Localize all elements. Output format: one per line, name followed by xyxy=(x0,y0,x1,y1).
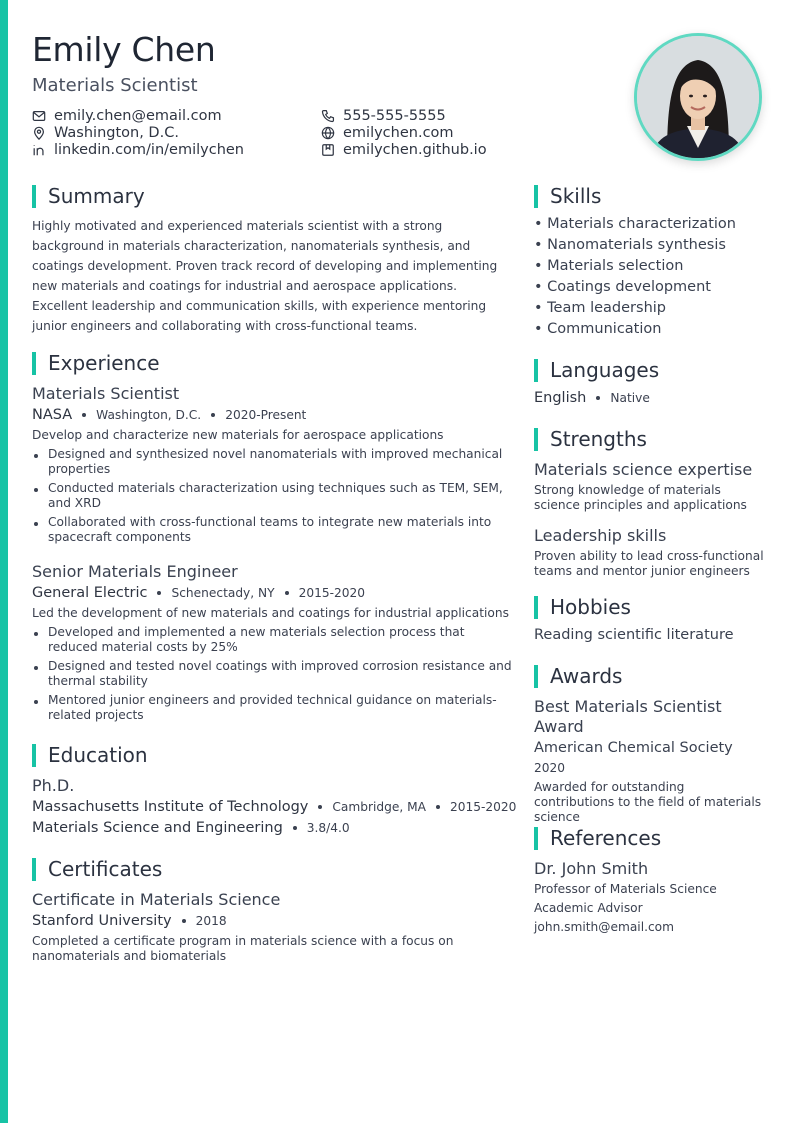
skill-item: • Materials characterization xyxy=(534,216,736,232)
reference-email[interactable]: john.smith@email.com xyxy=(534,920,674,934)
contact-linkedin[interactable] xyxy=(32,142,244,158)
award-issuer: American Chemical Society xyxy=(534,740,733,756)
left-accent-bar xyxy=(0,0,8,1123)
heading-accent xyxy=(534,596,538,619)
linkedin-text: linkedin.com/in/emilychen xyxy=(54,142,244,158)
job-title: Senior Materials Engineer xyxy=(32,562,238,581)
awards-heading xyxy=(534,664,622,688)
education-heading xyxy=(32,743,148,767)
globe-icon xyxy=(321,126,335,140)
education-meta xyxy=(32,799,516,815)
job-company: General Electric xyxy=(32,585,148,601)
email-text: emily.chen@email.com xyxy=(54,108,222,124)
job-company: NASA xyxy=(32,407,73,423)
school-location: Cambridge, MA xyxy=(332,800,426,814)
skill-item: • Communication xyxy=(534,321,662,337)
skill-item: • Nanomaterials synthesis xyxy=(534,237,726,253)
references-heading-text: References xyxy=(550,826,662,850)
experience-heading-text: Experience xyxy=(48,351,160,375)
job-bullet: Conducted materials characterization using techniques such as TEM, SEM, and XRD xyxy=(32,481,512,511)
award-year: 2020 xyxy=(534,761,566,775)
job-dates: 2015-2020 xyxy=(298,586,366,600)
job-bullet: Developed and implemented a new materials selection process that reduced material costs by 25% xyxy=(32,625,512,655)
phone-text: 555-555-5555 xyxy=(343,108,446,124)
certificate-year: 2018 xyxy=(195,914,227,928)
strength-title: Leadership skills xyxy=(534,526,667,545)
certificate-issuer: Stanford University xyxy=(32,913,172,929)
website-text: emilychen.com xyxy=(343,125,454,141)
skills-heading-text: Skills xyxy=(550,184,602,208)
heading-accent xyxy=(534,359,538,382)
contact-website[interactable] xyxy=(321,125,454,141)
heading-accent xyxy=(32,352,36,375)
job-bullet: Mentored junior engineers and provided technical guidance on materials-related projects xyxy=(32,693,512,723)
strengths-heading-text: Strengths xyxy=(550,427,647,451)
awards-heading-text: Awards xyxy=(550,664,623,688)
reference-position: Professor of Materials Science xyxy=(534,882,717,896)
strengths-heading xyxy=(534,427,647,451)
summary-heading xyxy=(32,184,145,208)
github-text: emilychen.github.io xyxy=(343,142,487,158)
candidate-title: Materials Scientist xyxy=(32,75,198,96)
job-location: Washington, D.C. xyxy=(96,408,202,422)
certificate-meta xyxy=(32,913,227,929)
summary-heading-text: Summary xyxy=(48,184,145,208)
heading-accent xyxy=(32,185,36,208)
hobbies-heading-text: Hobbies xyxy=(550,595,631,619)
heading-accent xyxy=(534,185,538,208)
hobbies-heading xyxy=(534,595,631,619)
certificate-description: Completed a certificate program in materials science with a focus on nanomaterials and biomaterials xyxy=(32,934,454,963)
job-bullet: Collaborated with cross-functional teams to integrate new materials into spacecraft components xyxy=(32,515,512,545)
skill-item: • Team leadership xyxy=(534,300,666,316)
heading-accent xyxy=(32,744,36,767)
languages-heading xyxy=(534,358,659,382)
skills-heading xyxy=(534,184,601,208)
languages-heading-text: Languages xyxy=(550,358,660,382)
contact-location xyxy=(32,125,179,141)
certificates-heading-text: Certificates xyxy=(48,857,163,881)
certificates-heading xyxy=(32,857,162,881)
contact-github[interactable] xyxy=(321,142,487,158)
language-name: English xyxy=(534,390,587,406)
experience-heading xyxy=(32,351,160,375)
job-meta xyxy=(32,585,365,601)
linkedin-icon xyxy=(32,143,46,157)
strength-description: Strong knowledge of materials science principles and applications xyxy=(534,483,747,512)
profile-photo xyxy=(634,33,762,161)
candidate-name: Emily Chen xyxy=(32,30,216,69)
degree: Ph.D. xyxy=(32,776,75,795)
heading-accent xyxy=(32,858,36,881)
job-description: Develop and characterize new materials for aerospace applications xyxy=(32,428,444,442)
references-heading xyxy=(534,826,661,850)
field-of-study: Materials Science and Engineering xyxy=(32,820,283,836)
job-dates: 2020-Present xyxy=(225,408,307,422)
job-location: Schenectady, NY xyxy=(171,586,275,600)
job-description: Led the development of new materials and coatings for industrial applications xyxy=(32,606,509,620)
school-name: Massachusetts Institute of Technology xyxy=(32,799,309,815)
reference-name: Dr. John Smith xyxy=(534,859,649,878)
contact-email[interactable] xyxy=(32,108,222,124)
strength-title: Materials science expertise xyxy=(534,460,753,479)
language-entry xyxy=(534,390,650,406)
profile-photo-illustration xyxy=(637,36,759,158)
reference-relation: Academic Advisor xyxy=(534,901,643,915)
language-level: Native xyxy=(610,391,650,405)
gpa: 3.8/4.0 xyxy=(306,821,350,835)
heading-accent xyxy=(534,665,538,688)
heading-accent xyxy=(534,827,538,850)
job-meta xyxy=(32,407,306,423)
skill-item: • Coatings development xyxy=(534,279,711,295)
phone-icon xyxy=(321,109,335,123)
school-dates: 2015-2020 xyxy=(449,800,517,814)
certificate-title: Certificate in Materials Science xyxy=(32,890,281,909)
github-icon xyxy=(321,143,335,157)
job-bullet: Designed and tested novel coatings with improved corrosion resistance and thermal stability xyxy=(32,659,512,689)
education-heading-text: Education xyxy=(48,743,148,767)
education-field-meta xyxy=(32,820,350,836)
mail-icon xyxy=(32,109,46,123)
hobby-item: Reading scientific literature xyxy=(534,627,734,643)
heading-accent xyxy=(534,428,538,451)
skill-item: • Materials selection xyxy=(534,258,684,274)
job-bullet: Designed and synthesized novel nanomaterials with improved mechanical properties xyxy=(32,447,512,477)
contact-phone[interactable] xyxy=(321,108,446,124)
summary-text: Highly motivated and experienced materials scientist with a strong background in materials characterization, nanomaterials synthesis, and coatings development. Proven track record of developing and implementing new materials and coatings for industrial and aerospace applications. Excellent leadership and communication skills, with experience mentoring junior engineers and collaborating with cross-functional teams. xyxy=(32,219,498,333)
job-title: Materials Scientist xyxy=(32,384,180,403)
location-pin-icon xyxy=(32,126,46,140)
location-text: Washington, D.C. xyxy=(54,125,179,141)
strength-description: Proven ability to lead cross-functional teams and mentor junior engineers xyxy=(534,549,764,578)
award-description: Awarded for outstanding contributions to the field of materials science xyxy=(534,780,762,824)
award-title: Best Materials Scientist Award xyxy=(534,697,722,736)
